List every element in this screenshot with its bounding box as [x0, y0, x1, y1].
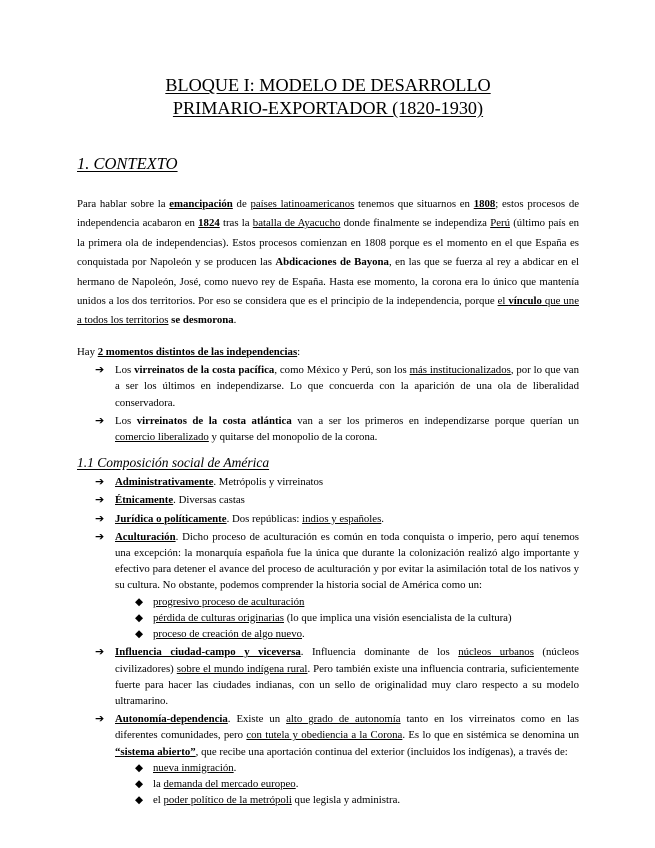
sub-list-item: ◆ la demanda del mercado europeo. — [153, 776, 579, 792]
contexto-paragraph: Para hablar sobre la emancipación de países latinoamericanos tenemos que situarnos en 1808; estos procesos de independencia acabaron en 1824 tras la batalla de Ayacucho donde finalmente se independiza Perú (último país en la primera ola de independencias). Estos procesos comienzan en 1808 porque es el momento en el que España es conquistada por Napoleón y se producen las Abdicaciones de Bayona, en las que se fuerza al rey a abdicar en el hermano de Napoleón, José, como nuevo rey de España. Hasta ese momento, la corona era lo único que mantenía unidos a los dos territorios. Por eso se considera que es el principio de la independencia, porque el vínculo que une a todos los territorios se desmorona. — [77, 198, 580, 327]
sub-list-item: ◆ progresivo proceso de aculturación — [153, 594, 579, 610]
list-item: ➔ Los virreinatos de la costa atlántica van a ser los primeros en independizarse porque querían un comercio liberalizado y quitarse del monopolio de la corona. — [115, 413, 579, 445]
composition-list — [77, 474, 579, 808]
section-heading-contexto: 1. CONTEXTO — [77, 154, 178, 173]
sub-list-item: ◆ pérdida de culturas originarias (lo que implica una visión esencialista de la cultura) — [153, 610, 579, 626]
list-item: ➔ Los virreinatos de la costa pacífica, como México y Perú, son los más institucionalizados, por lo que van a ser los últimos en independizarse. Lo que concuerda con la aparición de una ola de liberalidad conservadora. — [115, 362, 579, 411]
sub-list-item: ◆ nueva inmigración. — [153, 760, 579, 776]
list-item: ➔ Jurídica o políticamente. Dos repúblicas: indios y españoles. — [115, 511, 579, 527]
aculturacion-sublist — [115, 594, 579, 643]
sub-list-item: ◆ proceso de creación de algo nuevo. — [153, 626, 579, 642]
section-heading-composicion: 1.1 Composición social de América — [77, 455, 270, 471]
list-item: ➔ Autonomía-dependencia. Existe un alto grado de autonomía tanto en los virreinatos como en las diferentes comunidades, pero con tutela y obediencia a la Corona. Es lo que en sistémica se denomina un “sistema abierto”, que recibe una aportación continua del exterior (incluidos los indígenas), a través de: ◆ nueva inmigración. ◆ la demanda del mercado europeo. ◆ el poder político de la metrópoli que legisla y administra. — [115, 711, 579, 808]
list-item: ➔ Aculturación. Dicho proceso de aculturación es común en toda conquista o imperio, pero aquí tenemos una excepción: la monarquía española fue la única que durante la colonización realizó algo importante y efectivo para detener el avance del proceso de aculturación y por evitar la asimilación total de los nativos y su cultura. No obstante, podemos comprender la historia social de América como un: ◆ progresivo proceso de aculturación ◆ pérdida de culturas originarias (lo que implica una visión esencialista de la cultura) ◆ proceso de creación de algo nuevo. — [115, 529, 579, 642]
list-item: ➔ Étnicamente. Diversas castas — [115, 492, 579, 508]
moments-intro: Hay 2 momentos distintos de las independencias: — [77, 345, 301, 358]
moments-list — [77, 362, 579, 445]
document-title — [77, 74, 579, 120]
autonomia-sublist — [115, 760, 579, 809]
title-line-1: BLOQUE I: MODELO DE DESARROLLO — [165, 75, 491, 95]
list-item: ➔ Administrativamente. Metrópolis y virreinatos — [115, 474, 579, 490]
list-item: ➔ Influencia ciudad-campo y viceversa. Influencia dominante de los núcleos urbanos (núcleos civilizadores) sobre el mundo indígena rural. Pero también existe una influencia contraria, suficientemente fuerte para hacer las ciudades indianas, con un sello de originalidad muy claro respecto a su modelo ultramarino. — [115, 644, 579, 709]
sub-list-item: ◆ el poder político de la metrópoli que legisla y administra. — [153, 792, 579, 808]
title-line-2: PRIMARIO-EXPORTADOR (1820-1930) — [172, 98, 484, 118]
